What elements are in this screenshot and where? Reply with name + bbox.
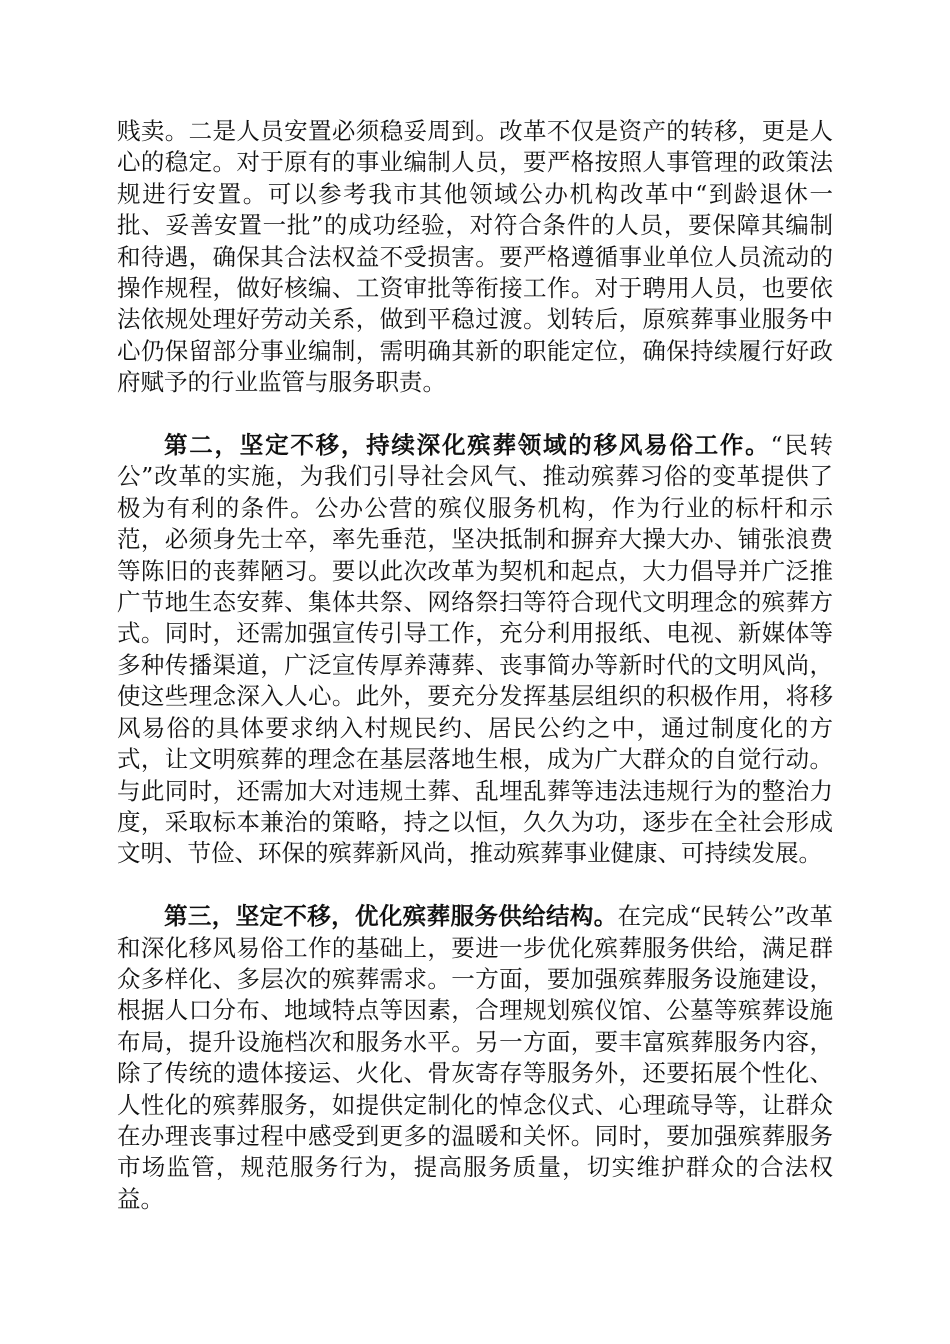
- paragraph-1: [117, 116, 833, 399]
- document-page: [117, 116, 833, 1215]
- paragraph-3: [117, 901, 833, 1215]
- paragraph-2-body: “民转公”改革的实施，为我们引导社会风气、推动殡葬习俗的变革提供了极为有利的条件。公办公营的殡仪服务机构，作为行业的标杆和示范，必须身先士卒，率先垂范，坚决抵制和摒弃大操大办、铺张浪费等陈旧的丧葬陋习。要以此次改革为契机和起点，大力倡导并广泛推广节地生态安葬、集体共祭、网络祭扫等符合现代文明理念的殡葬方式。同时，还需加强宣传引导工作，充分利用报纸、电视、新媒体等多种传播渠道，广泛宣传厚养薄葬、丧事简办等新时代的文明风尚，使这些理念深入人心。此外，要充分发挥基层组织的积极作用，将移风易俗的具体要求纳入村规民约、居民公约之中，通过制度化的方式，让文明殡葬的理念在基层落地生根，成为广大群众的自觉行动。与此同时，还需加大对违规土葬、乱埋乱葬等违法违规行为的整治力度，采取标本兼治的策略，持之以恒，久久为功，逐步在全社会形成文明、节俭、环保的殡葬新风尚，推动殡葬事业健康、可持续发展。: [117, 431, 834, 868]
- paragraph-spacer: [117, 399, 833, 430]
- paragraph-2: [117, 430, 833, 870]
- paragraph-spacer: [117, 870, 833, 901]
- paragraph-3-lead: 第三，坚定不移，优化殡葬服务供给结构。: [164, 902, 618, 931]
- paragraph-2-lead: 第二，坚定不移，持续深化殡葬领域的移风易俗工作。: [164, 431, 771, 460]
- paragraph-1-body: 贱卖。二是人员安置必须稳妥周到。改革不仅是资产的转移，更是人心的稳定。对于原有的事业编制人员，要严格按照人事管理的政策法规进行安置。可以参考我市其他领域公办机构改革中“到龄退休一批、妥善安置一批”的成功经验，对符合条件的人员，要保障其编制和待遇，确保其合法权益不受损害。要严格遵循事业单位人员流动的操作规程，做好核编、工资审批等衔接工作。对于聘用人员，也要依法依规处理好劳动关系，做到平稳过渡。划转后，原殡葬事业服务中心仍保留部分事业编制，需明确其新的职能定位，确保持续履行好政府赋予的行业监管与服务职责。: [117, 117, 833, 397]
- paragraph-3-body: 在完成“民转公”改革和深化移风易俗工作的基础上，要进一步优化殡葬服务供给，满足群众多样化、多层次的殡葬需求。一方面，要加强殡葬服务设施建设，根据人口分布、地域特点等因素，合理规划殡仪馆、公墓等殡葬设施布局，提升设施档次和服务水平。另一方面，要丰富殡葬服务内容，除了传统的遗体接运、火化、骨灰寄存等服务外，还要拓展个性化、人性化的殡葬服务，如提供定制化的悼念仪式、心理疏导等，让群众在办理丧事过程中感受到更多的温暖和关怀。同时，要加强殡葬服务市场监管，规范服务行为，提高服务质量，切实维护群众的合法权益。: [117, 902, 834, 1213]
